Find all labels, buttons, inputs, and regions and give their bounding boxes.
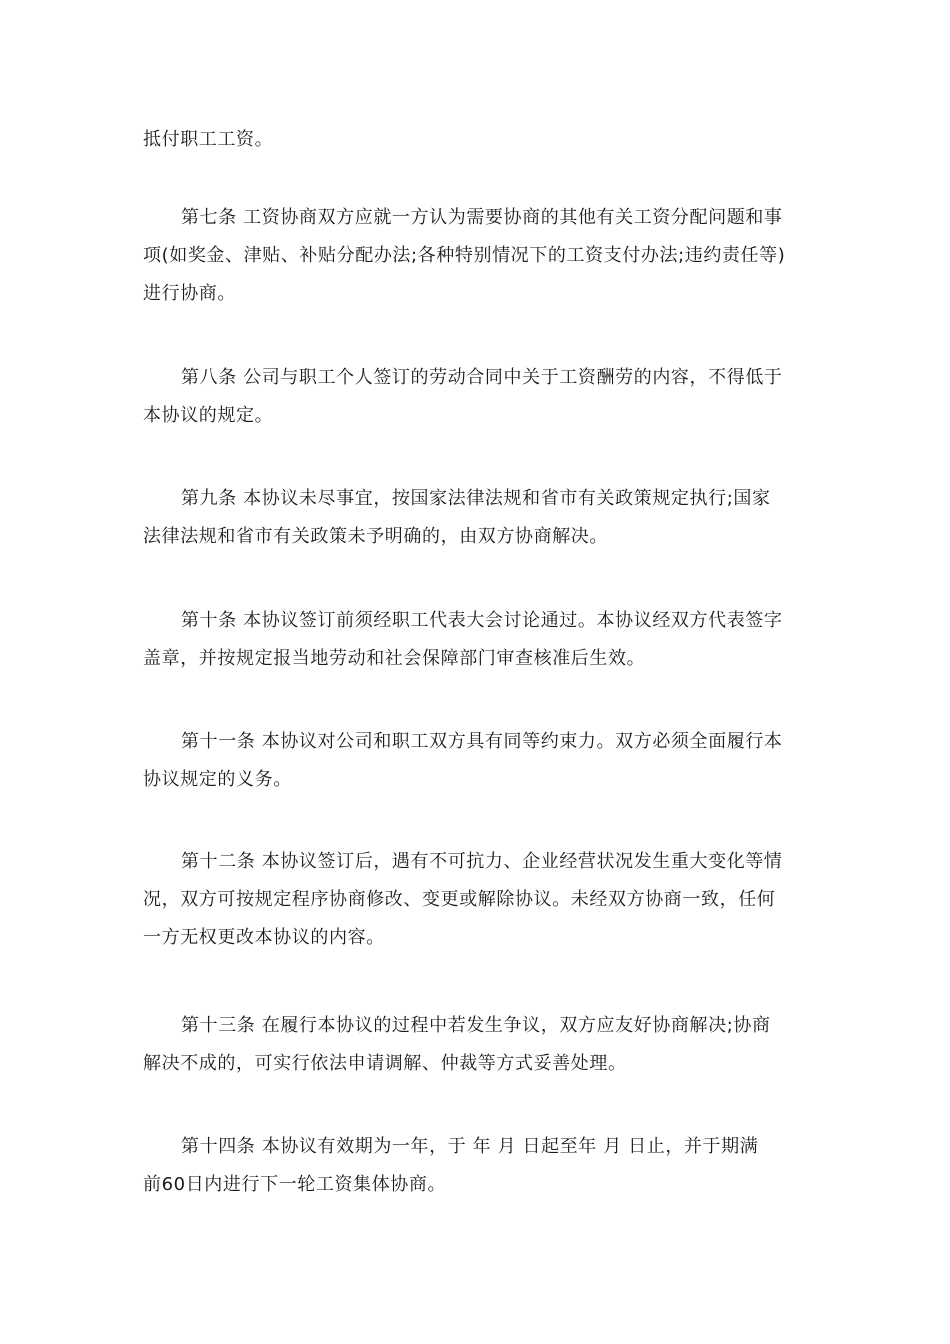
text-line: 解决不成的，可实行依法申请调解、仲裁等方式妥善处理。	[143, 1053, 627, 1074]
text-line: 盖章，并按规定报当地劳动和社会保障部门审查核准后生效。	[143, 648, 646, 669]
text-line: 第九条 本协议未尽事宜，按国家法律法规和省市有关政策规定执行;国家	[181, 488, 771, 509]
text-line: 前60日内进行下一轮工资集体协商。	[143, 1174, 447, 1195]
paragraph-article-9	[143, 480, 811, 556]
text-line: 抵付职工工资。	[143, 129, 274, 150]
text-line: 协议规定的义务。	[143, 769, 292, 790]
text-line: 第十三条 在履行本协议的过程中若发生争议，双方应友好协商解决;协商	[181, 1015, 771, 1036]
paragraph-article-7	[143, 199, 811, 313]
text-line: 法律法规和省市有关政策未予明确的，由双方协商解决。	[143, 526, 608, 547]
text-line: 第七条 工资协商双方应就一方认为需要协商的其他有关工资分配问题和事	[181, 207, 783, 228]
text-line: 项(如奖金、津贴、补贴分配办法;各种特别情况下的工资支付办法;违约责任等)	[143, 245, 786, 266]
paragraph-tail	[143, 121, 811, 159]
text-line: 第十条 本协议签订前须经职工代表大会讨论通过。本协议经双方代表签字	[181, 610, 783, 631]
text-line: 本协议的规定。	[143, 405, 274, 426]
text-line: 一方无权更改本协议的内容。	[143, 927, 385, 948]
text-line: 况，双方可按规定程序协商修改、变更或解除协议。未经双方协商一致，任何	[143, 889, 776, 910]
text-line: 进行协商。	[143, 283, 236, 304]
text-line: 第十一条 本协议对公司和职工双方具有同等约束力。双方必须全面履行本	[181, 731, 783, 752]
text-line: 第十二条 本协议签订后，遇有不可抗力、企业经营状况发生重大变化等情	[181, 851, 783, 872]
paragraph-article-11	[143, 723, 811, 799]
text-line: 第十四条 本协议有效期为一年，于 年 月 日起至年 月 日止，并于期满	[181, 1136, 759, 1157]
text-line: 第八条 公司与职工个人签订的劳动合同中关于工资酬劳的内容，不得低于	[181, 367, 783, 388]
paragraph-article-14	[143, 1128, 811, 1204]
paragraph-article-8	[143, 359, 811, 435]
paragraph-article-13	[143, 1007, 811, 1083]
paragraph-article-10	[143, 602, 811, 678]
paragraph-article-12	[143, 843, 811, 957]
